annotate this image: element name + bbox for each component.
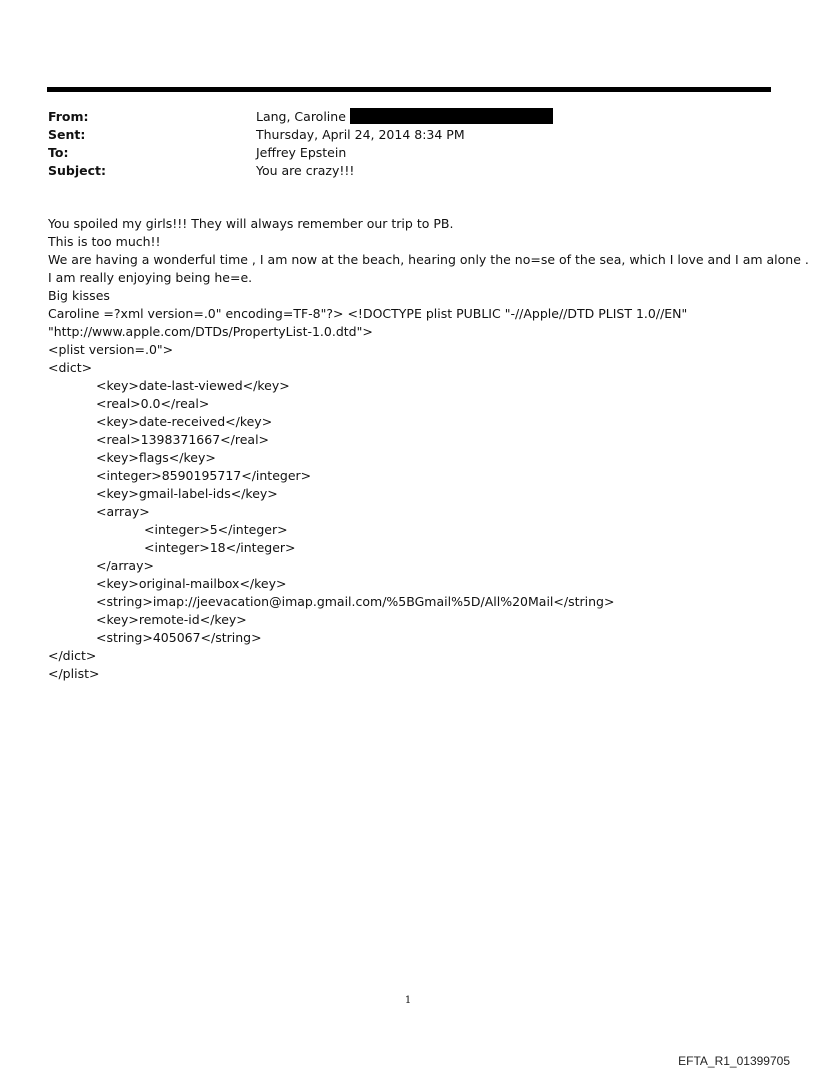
from-name: Lang, Caroline bbox=[256, 109, 346, 124]
plist-line: <integer>8590195717</integer> bbox=[96, 468, 312, 483]
plist-line: <integer>18</integer> bbox=[144, 540, 296, 555]
plist-line: <key>gmail-label-ids</key> bbox=[96, 486, 278, 501]
plist-line: <string>405067</string> bbox=[96, 630, 262, 645]
from-label: From: bbox=[48, 109, 89, 124]
sent-value: Thursday, April 24, 2014 8:34 PM bbox=[256, 127, 465, 142]
subject-row bbox=[48, 162, 768, 180]
body-line: I am really enjoying being he=e. bbox=[48, 270, 253, 285]
body-line: "http://www.apple.com/DTDs/PropertyList-1.0.dtd"> bbox=[48, 324, 373, 339]
plist-line: <integer>5</integer> bbox=[144, 522, 288, 537]
plist-line: <real>1398371667</real> bbox=[96, 432, 270, 447]
plist-line: </dict> bbox=[48, 648, 97, 663]
header-divider bbox=[47, 87, 771, 92]
from-value bbox=[256, 108, 553, 126]
plist-line: <real>0.0</real> bbox=[96, 396, 210, 411]
email-header bbox=[48, 108, 768, 180]
plist-line: <key>remote-id</key> bbox=[96, 612, 247, 627]
body-line: <dict> bbox=[48, 360, 93, 375]
email-body bbox=[48, 215, 809, 683]
plist-line: <key>original-mailbox</key> bbox=[96, 576, 287, 591]
body-line: We are having a wonderful time , I am now at the beach, hearing only the no=se of the sea, which I love and I am alone . bbox=[48, 252, 809, 267]
from-row bbox=[48, 108, 768, 126]
to-value: Jeffrey Epstein bbox=[256, 145, 347, 160]
to-label: To: bbox=[48, 145, 69, 160]
subject-label: Subject: bbox=[48, 163, 106, 178]
to-row bbox=[48, 144, 768, 162]
body-line: This is too much!! bbox=[48, 234, 161, 249]
plist-line: <key>date-last-viewed</key> bbox=[96, 378, 290, 393]
page-number: 1 bbox=[404, 995, 412, 1006]
plist-line: </plist> bbox=[48, 666, 100, 681]
plist-line: </array> bbox=[96, 558, 154, 573]
body-line: Caroline =?xml version=.0" encoding=TF-8"?> <!DOCTYPE plist PUBLIC "-//Apple//DTD PLIST 1.0//EN" bbox=[48, 306, 688, 321]
body-line: You spoiled my girls!!! They will always remember our trip to PB. bbox=[48, 216, 454, 231]
plist-line: <array> bbox=[96, 504, 150, 519]
plist-line: <key>flags</key> bbox=[96, 450, 216, 465]
redaction-block bbox=[350, 108, 553, 124]
sent-label: Sent: bbox=[48, 127, 86, 142]
body-line: Big kisses bbox=[48, 288, 110, 303]
document-id: EFTA_R1_01399705 bbox=[678, 1054, 790, 1068]
plist-line: <string>imap://jeevacation@imap.gmail.com/%5BGmail%5D/All%20Mail</string> bbox=[96, 594, 615, 609]
body-line: <plist version=.0"> bbox=[48, 342, 174, 357]
plist-line: <key>date-received</key> bbox=[96, 414, 273, 429]
sent-row bbox=[48, 126, 768, 144]
subject-value: You are crazy!!! bbox=[256, 163, 355, 178]
